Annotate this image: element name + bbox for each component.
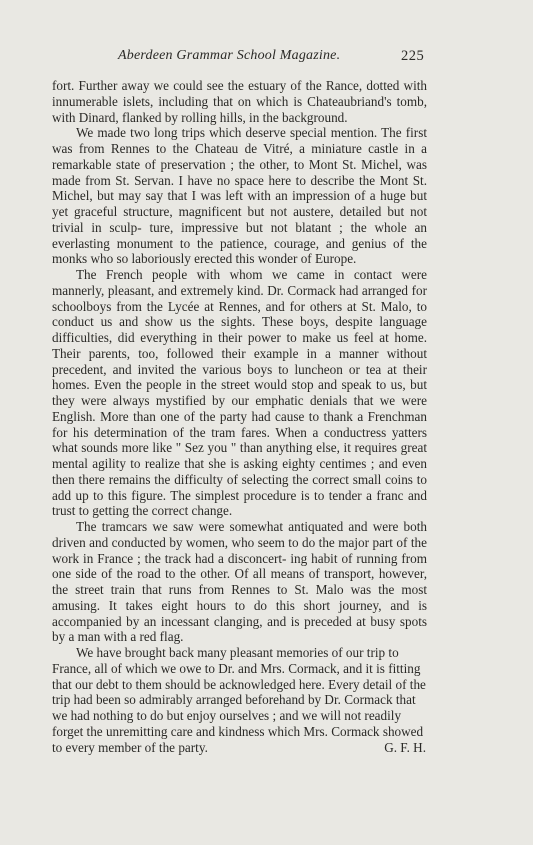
paragraph-4: The tramcars we saw were somewhat antiquated and were both driven and conducted by women, who seem to do the major part of the work in France ; the track had a disconcert- ing habit of running from one side of the road to the other. Of all means of transport, however, the street train that runs from Rennes to St. Malo was the most amusing. It takes eight hours to do this short journey, and is accompanied by an incessant clanging, and is preceded at busy spots by a man with a red flag. [52, 519, 427, 645]
paragraph-1: fort. Further away we could see the estuary of the Rance, dotted with innumerable islets, including that on which is Chateaubriand's tomb, with Dinard, flanked by rolling hills, in the background. [52, 78, 427, 125]
paragraph-5-text: We have brought back many pleasant memories of our trip to France, all of which we owe to Dr. and Mrs. Cormack, and it is fitting that our debt to them should be acknowledged here. Every detail of the trip had been so admirably arranged beforehand by Dr. Cormack that we had nothing to do but enjoy ourselves ; and we will not readily forget the unremitting care and kindness which Mrs. Cormack showed to every member of the party. [52, 645, 426, 755]
article-body [52, 78, 427, 755]
running-header [0, 48, 533, 68]
paragraph-5 [52, 645, 427, 755]
page-number: 225 [401, 48, 425, 64]
paragraph-2: We made two long trips which deserve special mention. The first was from Rennes to the Chateau de Vitré, a miniature castle in a remarkable state of preservation ; the other, to Mont St. Michel, was made from St. Servan. I have no space here to describe the Mont St. Michel, but may say that I was left with an impression of a huge but yet graceful structure, magnificent but not austere, detailed but not trivial in sculp- ture, impressive but not blatant ; the whole an everlasting monument to the patience, courage, and genius of the monks who so laboriously erected this wonder of Europe. [52, 125, 427, 267]
magazine-title: Aberdeen Grammar School Magazine. [118, 48, 341, 63]
paragraph-3: The French people with whom we came in contact were mannerly, pleasant, and extremely kind. Dr. Cormack had arranged for schoolboys from the Lycée at Rennes, and for others at St. Malo, to conduct us and show us the sights. These boys, despite language difficulties, did everything in their power to make us feel at home. Their parents, too, followed their example in a manner without precedent, and invited the various boys to luncheon or tea at their homes. Even the people in the street would stop and speak to us, but they were always mystified by our emphatic denials that we were English. More than one of the party had cause to thank a Frenchman for his determination of the tram fares. When a conductress yatters what sounds more like " Sez you " than anything else, it requires great mental agility to realize that she is asking eighty centimes ; and even then there remains the difficulty of selecting the correct small coins to add up to this figure. The simplest procedure is to tender a franc and trust to getting the correct change. [52, 267, 427, 519]
author-signature: G. F. H. [384, 739, 426, 755]
